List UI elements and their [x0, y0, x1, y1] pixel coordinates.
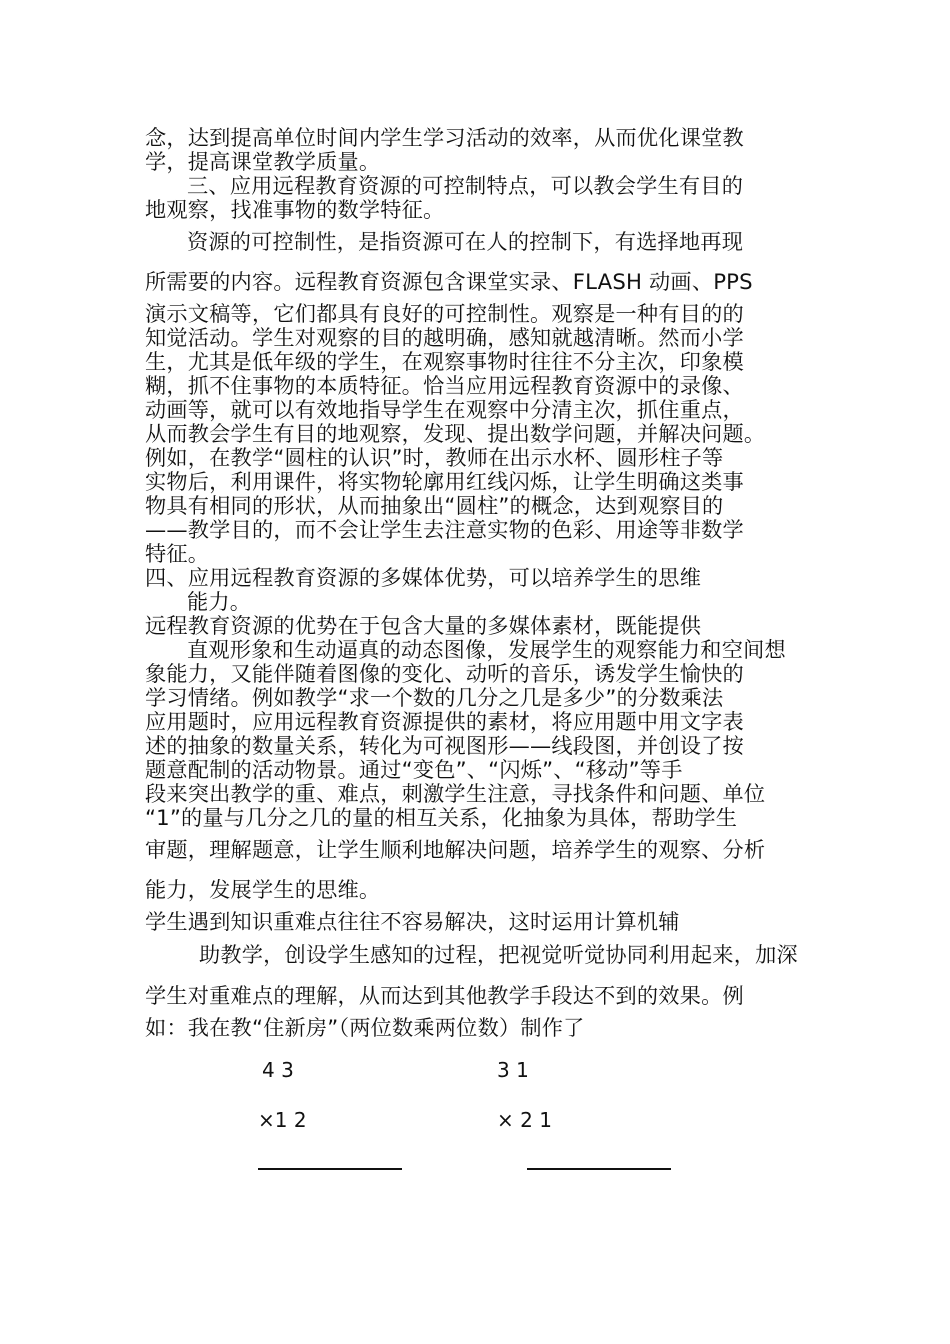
body-text [145, 126, 810, 1064]
text-line: 如：我在教“住新房”（两位数乘两位数）制作了 [145, 1015, 585, 1040]
text-line: 资源的可控制性，是指资源可在人的控制下，有选择地再现 [187, 229, 744, 254]
text-line: “1”的量与几分之几的量的相互关系，化抽象为具体，帮助学生 [145, 805, 738, 830]
text-line: 知觉活动。学生对观察的目的越明确，感知就越清晰。然而小学 [145, 325, 744, 350]
text-line: 特征。 [145, 541, 210, 566]
text-line: 学，提高课堂教学质量。 [145, 149, 381, 174]
text-line: 远程教育资源的优势在于包含大量的多媒体素材，既能提供 [145, 613, 702, 638]
text-line: 物具有相同的形状，从而抽象出“圆柱”的概念，达到观察目的 [145, 493, 724, 518]
text-line: 演示文稿等，它们都具有良好的可控制性。观察是一种有目的的 [145, 301, 744, 326]
text-line: 糊，抓不住事物的本质特征。恰当应用远程教育资源中的录像、 [145, 373, 744, 398]
text-line: 题意配制的活动物景。通过“变色”、“闪烁”、“移动”等手 [145, 757, 683, 782]
text-line: 生，尤其是低年级的学生，在观察事物时往往不分主次，印象模 [145, 349, 744, 374]
text-line: 念，达到提高单位时间内学生学习活动的效率，从而优化课堂教 [145, 125, 744, 150]
text-line: ——教学目的，而不会让学生去注意实物的色彩、用途等非数学 [145, 517, 744, 542]
multiplicand: 3 1 [497, 1058, 529, 1082]
text-line: 学生对重难点的理解，从而达到其他教学手段达不到的效果。例 [145, 983, 744, 1008]
multiplicand: 4 3 [262, 1058, 294, 1082]
text-line: 实物后，利用课件，将实物轮廓用红线闪烁，让学生明确这类事 [145, 469, 744, 494]
text-line: 四、应用远程教育资源的多媒体优势，可以培养学生的思维 [145, 565, 702, 590]
text-line: 动画等，就可以有效地指导学生在观察中分清主次，抓住重点， [145, 397, 744, 422]
text-line: 段来突出教学的重、难点，刺激学生注意，寻找条件和问题、单位 [145, 781, 766, 806]
text-line: 地观察，找准事物的数学特征。 [145, 197, 445, 222]
text-line: 学习情绪。例如教学“求一个数的几分之几是多少”的分数乘法 [145, 685, 724, 710]
text-line: 助教学，创设学生感知的过程，把视觉听觉协同利用起来，加深 [199, 942, 798, 967]
text-line: 从而教会学生有目的地观察，发现、提出数学问题，并解决问题。 [145, 421, 766, 446]
text-line: 能力，发展学生的思维。 [145, 877, 381, 902]
text-line: 应用题时，应用远程教育资源提供的素材，将应用题中用文字表 [145, 709, 744, 734]
multiplier: × 2 1 [497, 1108, 552, 1132]
text-line: 能力。 [187, 589, 252, 614]
text-line: 审题，理解题意，让学生顺利地解决问题，培养学生的观察、分析 [145, 837, 766, 862]
text-line: 三、应用远程教育资源的可控制特点，可以教会学生有目的 [187, 173, 744, 198]
text-line [145, 1040, 810, 1064]
text-line: 例如，在教学“圆柱的认识”时，教师在出示水杯、圆形柱子等 [145, 445, 724, 470]
result-line [527, 1168, 671, 1170]
multiplier: ×1 2 [258, 1108, 307, 1132]
text-line: 象能力，又能伴随着图像的变化、动听的音乐，诱发学生愉快的 [145, 661, 744, 686]
text-line: 直观形象和生动逼真的动态图像，发展学生的观察能力和空间想 [187, 637, 786, 662]
result-line [258, 1168, 402, 1170]
text-line: 述的抽象的数量关系，转化为可视图形——线段图，并创设了按 [145, 733, 744, 758]
text-line: 学生遇到知识重难点往往不容易解决，这时运用计算机辅 [145, 909, 680, 934]
text-line: 所需要的内容。远程教育资源包含课堂实录、FLASH 动画、PPS [145, 269, 753, 294]
